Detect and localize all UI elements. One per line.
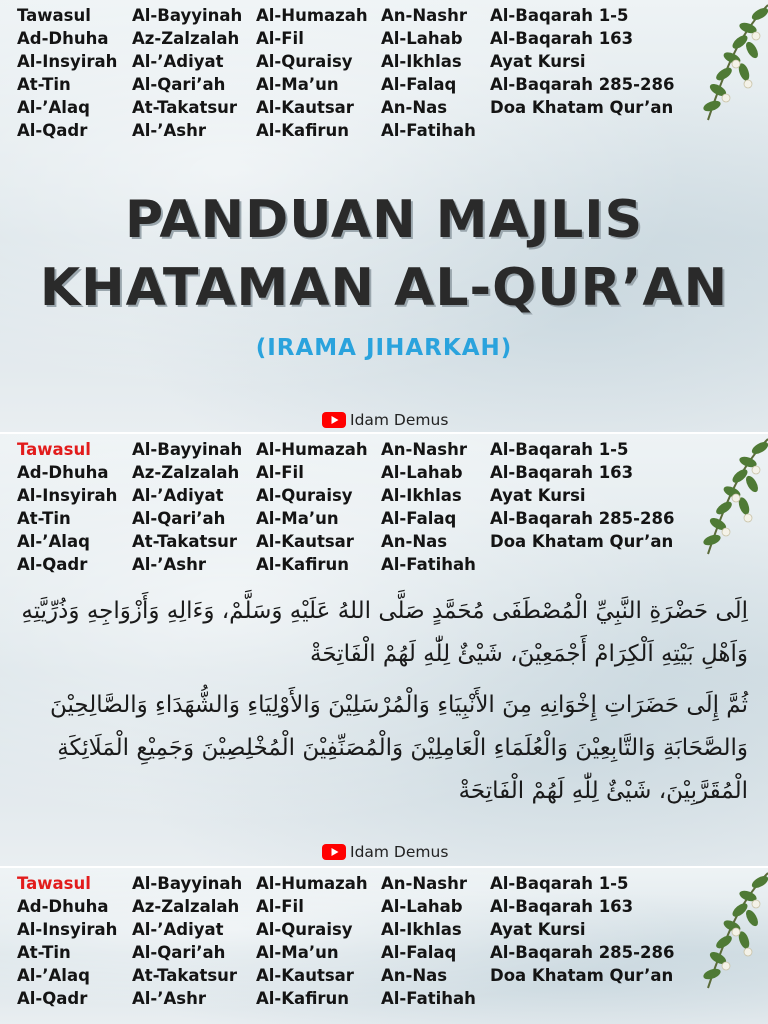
menu-item-al-ashr[interactable]: Al-’Ashr [132,989,207,1008]
surah-menu [0,6,700,146]
menu-item-al-qari-ah[interactable]: Al-Qari’ah [132,75,226,94]
menu-item-al-qari-ah[interactable]: Al-Qari’ah [132,509,226,528]
menu-item-at-takatsur[interactable]: At-Takatsur [132,966,238,985]
menu-item-al-qadr[interactable]: Al-Qadr [17,989,88,1008]
menu-item-at-tin[interactable]: At-Tin [17,943,71,962]
menu-item-al-qadr[interactable]: Al-Qadr [17,555,88,574]
menu-item-al-alaq[interactable]: Al-’Alaq [17,98,90,117]
menu-item-at-takatsur[interactable]: At-Takatsur [132,532,238,551]
menu-item-al-adiyat[interactable]: Al-’Adiyat [132,52,224,71]
menu-item-al-humazah[interactable]: Al-Humazah [256,874,368,893]
youtube-icon [322,412,346,428]
menu-item-al-lahab[interactable]: Al-Lahab [381,29,463,48]
menu-item-al-kafirun[interactable]: Al-Kafirun [256,121,350,140]
menu-item-al-bayyinah[interactable]: Al-Bayyinah [132,440,243,459]
menu-item-an-nashr[interactable]: An-Nashr [381,440,468,459]
menu-item-al-bayyinah[interactable]: Al-Bayyinah [132,6,243,25]
menu-item-al-fil[interactable]: Al-Fil [256,463,304,482]
menu-item-al-ma-un[interactable]: Al-Ma’un [256,509,339,528]
tawasul-paragraph-1: اِلَى حَضْرَةِ النَّبِيِّ الْمُصْطَفَى مُحَمَّدٍ صَلَّى اللهُ عَلَيْهِ وَسَلَّمْ، وَءَالِهِ وَأَزْوَاجِهِ وَذُرِّيَّتِهِ وَاَهْلِ بَيْتِهِ اَلْكِرَامْ أَجْمَعِيْنَ، شَيْئٌ لِلّٰهِ لَهُمْ الْفَاتِحَةْ [21,598,748,667]
flower-decoration-icon [648,434,768,574]
menu-item-an-nashr[interactable]: An-Nashr [381,6,468,25]
menu-item-doa-khatam-qur-an[interactable]: Doa Khatam Qur’an [490,966,674,985]
surah-menu [0,874,700,1014]
menu-item-ad-dhuha[interactable]: Ad-Dhuha [17,463,109,482]
menu-item-doa-khatam-qur-an[interactable]: Doa Khatam Qur’an [490,532,674,551]
menu-item-tawasul[interactable]: Tawasul [17,6,91,25]
menu-item-al-insyirah[interactable]: Al-Insyirah [17,486,118,505]
menu-item-al-qari-ah[interactable]: Al-Qari’ah [132,943,226,962]
menu-item-at-tin[interactable]: At-Tin [17,75,71,94]
menu-item-al-ikhlas[interactable]: Al-Ikhlas [381,52,462,71]
menu-item-al-fil[interactable]: Al-Fil [256,29,304,48]
channel-name: Idam Demus [350,843,449,861]
channel-credit-link[interactable] [322,410,448,430]
menu-item-al-ashr[interactable]: Al-’Ashr [132,555,207,574]
channel-credit-link[interactable] [322,842,448,862]
menu-item-al-baqarah-1-5[interactable]: Al-Baqarah 1-5 [490,440,629,459]
menu-item-doa-khatam-qur-an[interactable]: Doa Khatam Qur’an [490,98,674,117]
page-title-line1: PANDUAN MAJLIS [124,190,644,250]
menu-item-ad-dhuha[interactable]: Ad-Dhuha [17,897,109,916]
menu-item-al-fatihah[interactable]: Al-Fatihah [381,555,476,574]
menu-item-al-baqarah-163[interactable]: Al-Baqarah 163 [490,463,634,482]
menu-item-al-kafirun[interactable]: Al-Kafirun [256,989,350,1008]
menu-item-al-baqarah-163[interactable]: Al-Baqarah 163 [490,29,634,48]
page-subtitle: (IRAMA JIHARKAH) [255,335,513,361]
menu-item-an-nas[interactable]: An-Nas [381,532,448,551]
menu-item-at-takatsur[interactable]: At-Takatsur [132,98,238,117]
surah-menu [0,440,700,580]
page-title-line2: KHATAMAN AL-QUR’AN [39,258,729,318]
menu-item-al-baqarah-285-286[interactable]: Al-Baqarah 285-286 [490,75,675,94]
next-page-panel [0,868,768,1024]
menu-item-tawasul[interactable]: Tawasul [17,440,91,459]
menu-item-al-kautsar[interactable]: Al-Kautsar [256,98,354,117]
menu-item-al-ma-un[interactable]: Al-Ma’un [256,943,339,962]
youtube-icon [322,844,346,860]
menu-item-al-ma-un[interactable]: Al-Ma’un [256,75,339,94]
flower-decoration-icon [648,0,768,140]
menu-item-al-quraisy[interactable]: Al-Quraisy [256,486,353,505]
tawasul-panel [0,434,768,866]
menu-item-al-ikhlas[interactable]: Al-Ikhlas [381,920,462,939]
menu-item-al-baqarah-1-5[interactable]: Al-Baqarah 1-5 [490,874,629,893]
menu-item-al-baqarah-285-286[interactable]: Al-Baqarah 285-286 [490,943,675,962]
menu-item-al-ikhlas[interactable]: Al-Ikhlas [381,486,462,505]
menu-item-ayat-kursi[interactable]: Ayat Kursi [490,52,586,71]
menu-item-ad-dhuha[interactable]: Ad-Dhuha [17,29,109,48]
menu-item-al-fatihah[interactable]: Al-Fatihah [381,989,476,1008]
menu-item-az-zalzalah[interactable]: Az-Zalzalah [132,897,240,916]
cover-panel [0,0,768,432]
tawasul-paragraph-2: ثُمَّ إِلَى حَضَرَاتِ إِخْوَانِهِ مِنَ الأَنْبِيَاءِ وَالْمُرْسَلِيْنَ وَالأَوْلِيَاءِ وَالشُّهَدَاءِ وَالصَّالِحِيْنَ وَالصَّحَابَةِ وَالتَّابِعِيْنَ وَالْعُلَمَاءِ الْعَامِلِيْنَ وَالْمُصَنِّفِيْنَ الْمُخْلِصِيْنَ وَجَمِيْعِ الْمَلَائِكَةِ الْمُقَرَّبِيْنَ، شَيْئٌ لِلّٰهِ لَهُمْ الْفَاتِحَةْ [49,692,748,804]
menu-item-al-falaq[interactable]: Al-Falaq [381,75,457,94]
flower-decoration-icon [648,868,768,1008]
menu-item-al-kautsar[interactable]: Al-Kautsar [256,966,354,985]
menu-item-al-kautsar[interactable]: Al-Kautsar [256,532,354,551]
menu-item-al-insyirah[interactable]: Al-Insyirah [17,920,118,939]
menu-item-al-baqarah-163[interactable]: Al-Baqarah 163 [490,897,634,916]
channel-name: Idam Demus [350,411,449,429]
menu-item-al-insyirah[interactable]: Al-Insyirah [17,52,118,71]
menu-item-al-lahab[interactable]: Al-Lahab [381,897,463,916]
menu-item-al-fatihah[interactable]: Al-Fatihah [381,121,476,140]
menu-item-al-fil[interactable]: Al-Fil [256,897,304,916]
menu-item-al-humazah[interactable]: Al-Humazah [256,6,368,25]
menu-item-al-adiyat[interactable]: Al-’Adiyat [132,486,224,505]
menu-item-az-zalzalah[interactable]: Az-Zalzalah [132,29,240,48]
menu-item-al-adiyat[interactable]: Al-’Adiyat [132,920,224,939]
menu-item-al-bayyinah[interactable]: Al-Bayyinah [132,874,243,893]
menu-item-an-nas[interactable]: An-Nas [381,966,448,985]
menu-item-al-lahab[interactable]: Al-Lahab [381,463,463,482]
menu-item-al-quraisy[interactable]: Al-Quraisy [256,52,353,71]
menu-item-at-tin[interactable]: At-Tin [17,509,71,528]
menu-item-al-kafirun[interactable]: Al-Kafirun [256,555,350,574]
menu-item-an-nas[interactable]: An-Nas [381,98,448,117]
menu-item-al-baqarah-1-5[interactable]: Al-Baqarah 1-5 [490,6,629,25]
menu-item-al-quraisy[interactable]: Al-Quraisy [256,920,353,939]
menu-item-ayat-kursi[interactable]: Ayat Kursi [490,920,586,939]
menu-item-al-alaq[interactable]: Al-’Alaq [17,532,90,551]
menu-item-tawasul[interactable]: Tawasul [17,874,91,893]
menu-item-al-ashr[interactable]: Al-’Ashr [132,121,207,140]
menu-item-al-qadr[interactable]: Al-Qadr [17,121,88,140]
menu-item-al-falaq[interactable]: Al-Falaq [381,943,457,962]
menu-item-an-nashr[interactable]: An-Nashr [381,874,468,893]
menu-item-az-zalzalah[interactable]: Az-Zalzalah [132,463,240,482]
menu-item-ayat-kursi[interactable]: Ayat Kursi [490,486,586,505]
menu-item-al-humazah[interactable]: Al-Humazah [256,440,368,459]
menu-item-al-baqarah-285-286[interactable]: Al-Baqarah 285-286 [490,509,675,528]
menu-item-al-alaq[interactable]: Al-’Alaq [17,966,90,985]
menu-item-al-falaq[interactable]: Al-Falaq [381,509,457,528]
